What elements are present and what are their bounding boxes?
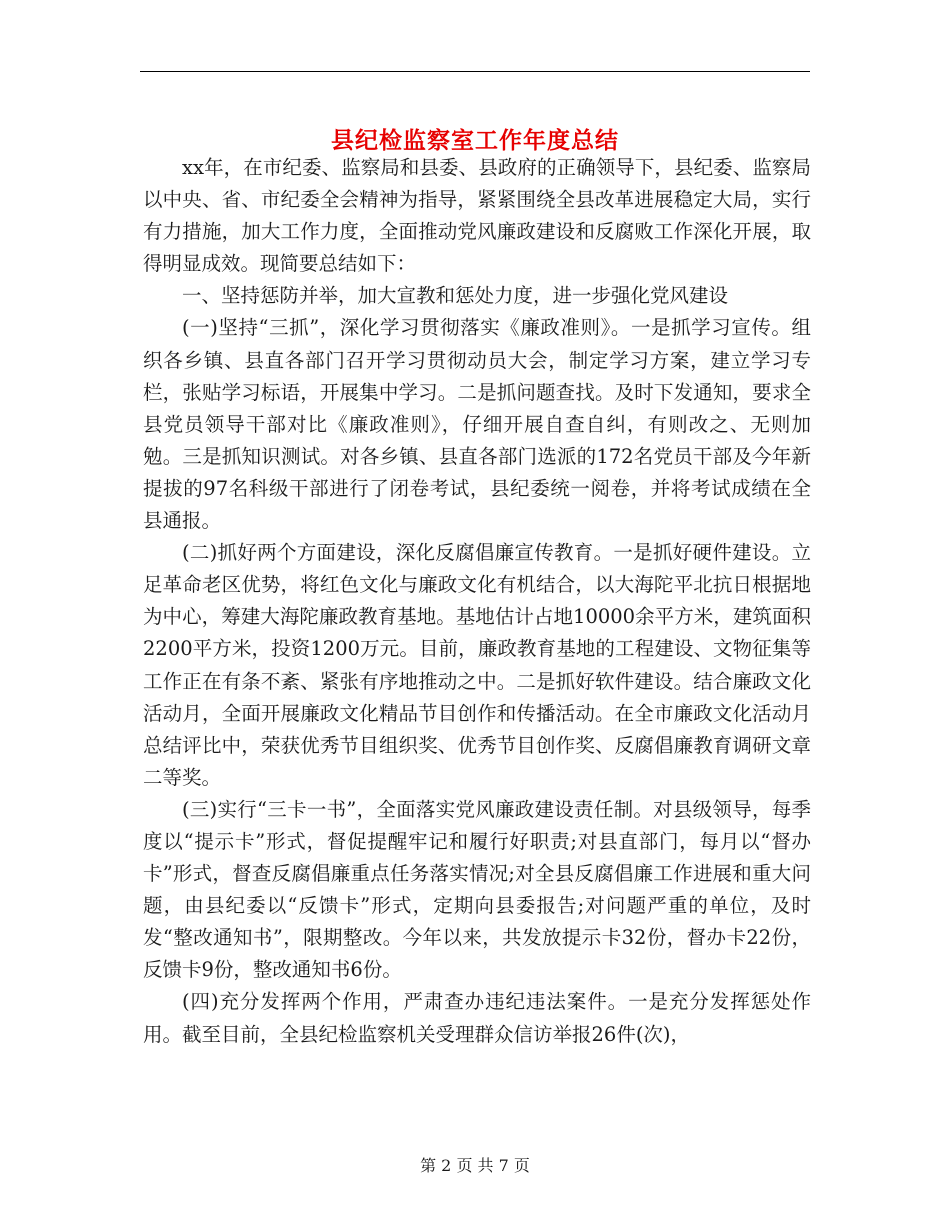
paragraph-intro: xx年，在市纪委、监察局和县委、县政府的正确领导下，县纪委、监察局以中央、省、市纪委全会精神为指导，紧紧围绕全县改革进展稳定大局，实行有力措施，加大工作力度，全面推动党风廉政建设和反腐败工作深化开展，取得明显成效。现简要总结如下： [143, 156, 811, 276]
section-heading-1: 一、坚持惩防并举，加大宣教和惩处力度，进一步强化党风建设 [182, 284, 729, 308]
document-body [143, 152, 811, 1051]
header-rule [140, 71, 810, 72]
paragraph-section-1-4: (四)充分发挥两个作用，严肃查办违纪违法案件。一是充分发挥惩处作用。截至目前，全县纪检监察机关受理群众信访举报26件(次)， [143, 990, 811, 1046]
document-title: 县纪检监察室工作年度总结 [331, 127, 619, 155]
paragraph-section-1-3: (三)实行“三卡一书”，全面落实党风廉政建设责任制。对县级领导，每季度以“提示卡”形式，督促提醒牢记和履行好职责;对县直部门，每月以“督办卡”形式，督查反腐倡廉重点任务落实情况;对全县反腐倡廉工作进展和重大问题，由县纪委以“反馈卡”形式，定期向县委报告;对问题严重的单位，及时发“整改通知书”，限期整改。今年以来，共发放提示卡32份，督办卡22份，反馈卡9份，整改通知书6份。 [143, 797, 811, 982]
paragraph-section-1-2: (二)抓好两个方面建设，深化反腐倡廉宣传教育。一是抓好硬件建设。立足革命老区优势，将红色文化与廉政文化有机结合，以大海陀平北抗日根据地为中心，筹建大海陀廉政教育基地。基地估计占地10000余平方米，建筑面积2200平方米，投资1200万元。目前，廉政教育基地的工程建设、文物征集等工作正在有条不紊、紧张有序地推动之中。二是抓好软件建设。结合廉政文化活动月，全面开展廉政文化精品节目创作和传播活动。在全市廉政文化活动月总结评比中，荣获优秀节目组织奖、优秀节目创作奖、反腐倡廉教育调研文章二等奖。 [143, 541, 811, 789]
paragraph-section-1-1: (一)坚持“三抓”，深化学习贯彻落实《廉政准则》。一是抓学习宣传。组织各乡镇、县直各部门召开学习贯彻动员大会，制定学习方案，建立学习专栏，张贴学习标语，开展集中学习。二是抓问题查找。及时下发通知，要求全县党员领导干部对比《廉政准则》，仔细开展自查自纠，有则改之、无则加勉。三是抓知识测试。对各乡镇、县直各部门选派的172名党员干部及今年新提拔的97名科级干部进行了闭卷考试，县纪委统一阅卷，并将考试成绩在全县通报。 [143, 316, 811, 533]
page-indicator: 第 2 页 共 7 页 [420, 1156, 530, 1175]
